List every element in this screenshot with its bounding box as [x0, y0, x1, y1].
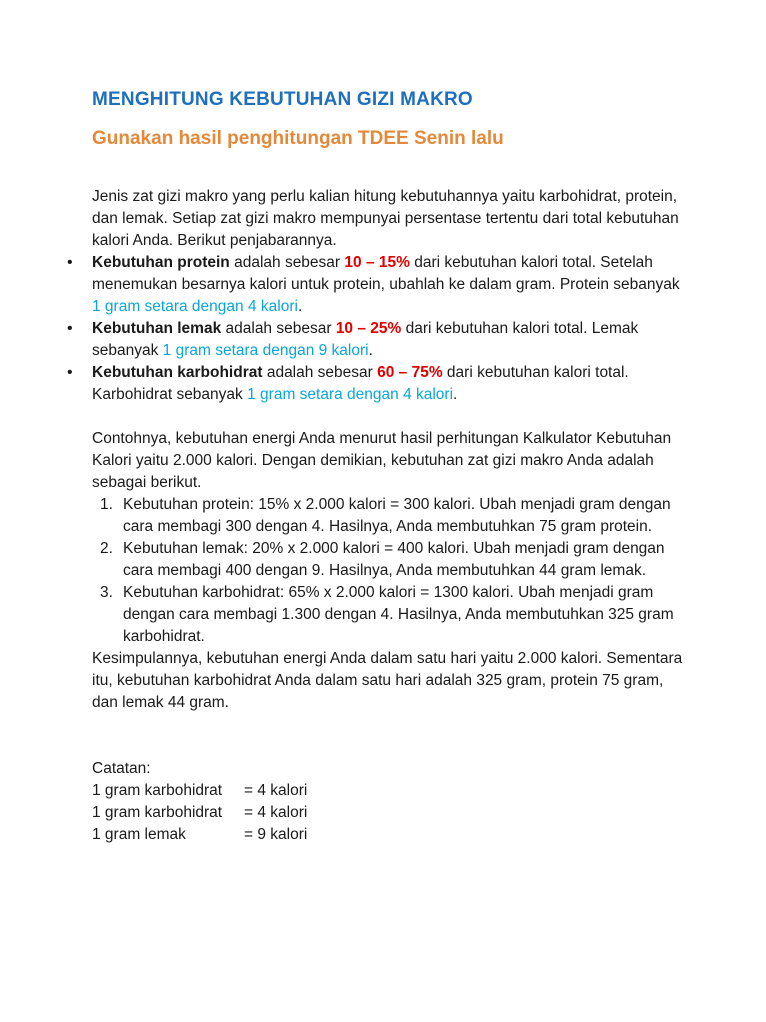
note-label: 1 gram karbohidrat — [92, 782, 223, 799]
note-line — [92, 824, 692, 846]
note-line — [92, 780, 692, 802]
bullet-name: Kebutuhan lemak — [92, 320, 222, 337]
bullet-conversion: 1 gram setara dengan 4 kalori — [247, 386, 454, 403]
page-title: MENGHITUNG KEBUTUHAN GIZI MAKRO — [92, 89, 473, 110]
bullet-rest: dari kebutuhan kalori total. Lemak sebanyak — [92, 320, 639, 359]
bullet-conversion: 1 gram setara dengan 9 kalori — [162, 342, 369, 359]
bullet-karbohidrat — [92, 362, 692, 406]
calculation-steps — [92, 494, 692, 648]
step-item — [92, 494, 692, 538]
bullet-range: 60 – 75% — [377, 364, 443, 381]
bullet-lemak — [92, 318, 692, 362]
step-text: Kebutuhan protein: 15% x 2.000 kalori = 300 kalori. Ubah menjadi gram dengan cara membagi 300 dengan 4. Hasilnya, Anda membutuhkan 75 gram protein. — [123, 496, 671, 535]
step-number: 2. — [100, 540, 113, 557]
bullet-range: 10 – 15% — [344, 254, 410, 271]
step-text: Kebutuhan karbohidrat: 65% x 2.000 kalori = 1300 kalori. Ubah menjadi gram dengan cara membagi 1.300 dengan 4. Hasilnya, Anda membutuhkan 325 gram karbohidrat. — [123, 584, 674, 645]
note-value: = 9 kalori — [244, 826, 308, 843]
bullet-mid: adalah sebesar — [262, 364, 378, 381]
step-item — [92, 538, 692, 582]
bullet-range: 10 – 25% — [335, 320, 402, 337]
bullet-end: . — [368, 342, 373, 359]
bullet-rest: dari kebutuhan kalori total. Karbohidrat sebanyak — [92, 364, 629, 403]
bullet-end: . — [453, 386, 458, 403]
page-subtitle: Gunakan hasil penghitungan TDEE Senin lalu — [92, 128, 504, 149]
bullet-name: Kebutuhan protein — [92, 254, 230, 271]
note-label: 1 gram lemak — [92, 826, 186, 843]
bullet-protein — [92, 252, 692, 318]
step-number: 1. — [100, 496, 113, 513]
note-value: = 4 kalori — [244, 804, 308, 821]
step-item — [92, 582, 692, 648]
note-value: = 4 kalori — [244, 782, 308, 799]
bullet-mid: adalah sebesar — [229, 254, 345, 271]
bullet-end: . — [297, 298, 303, 315]
conclusion-paragraph: Kesimpulannya, kebutuhan energi Anda dalam satu hari yaitu 2.000 kalori. Sementara itu, kebutuhan karbohidrat Anda dalam satu hari adalah 325 gram, protein 75 gram, dan lemak 44 gram. — [92, 650, 683, 711]
step-text: Kebutuhan lemak: 20% x 2.000 kalori = 400 kalori. Ubah menjadi gram dengan cara membagi 400 dengan 9. Hasilnya, Anda membutuhkan 44 gram lemak. — [123, 540, 665, 579]
macro-bullet-list — [92, 252, 692, 406]
bullet-name: Kebutuhan karbohidrat — [92, 364, 263, 381]
step-number: 3. — [100, 584, 113, 601]
bullet-mid: adalah sebesar — [221, 320, 336, 337]
bullet-rest: dari kebutuhan kalori total. Setelah menemukan besarnya kalori untuk protein, ubahlah ke dalam gram. Protein sebanyak — [92, 254, 680, 293]
document-body — [92, 186, 692, 846]
note-label: 1 gram karbohidrat — [92, 804, 223, 821]
note-line — [92, 802, 692, 824]
intro-paragraph: Jenis zat gizi makro yang perlu kalian hitung kebutuhannya yaitu karbohidrat, protein, dan lemak. Setiap zat gizi makro mempunyai persentase tertentu dari total kebutuhan kalori Anda. Berikut penjabarannya. — [92, 188, 679, 249]
bullet-conversion: 1 gram setara dengan 4 kalori — [92, 298, 298, 315]
notes-heading: Catatan: — [92, 760, 151, 777]
example-paragraph: Contohnya, kebutuhan energi Anda menurut hasil perhitungan Kalkulator Kebutuhan Kalori yaitu 2.000 kalori. Dengan demikian, kebutuhan zat gizi makro Anda adalah sebagai berikut. — [92, 430, 672, 491]
